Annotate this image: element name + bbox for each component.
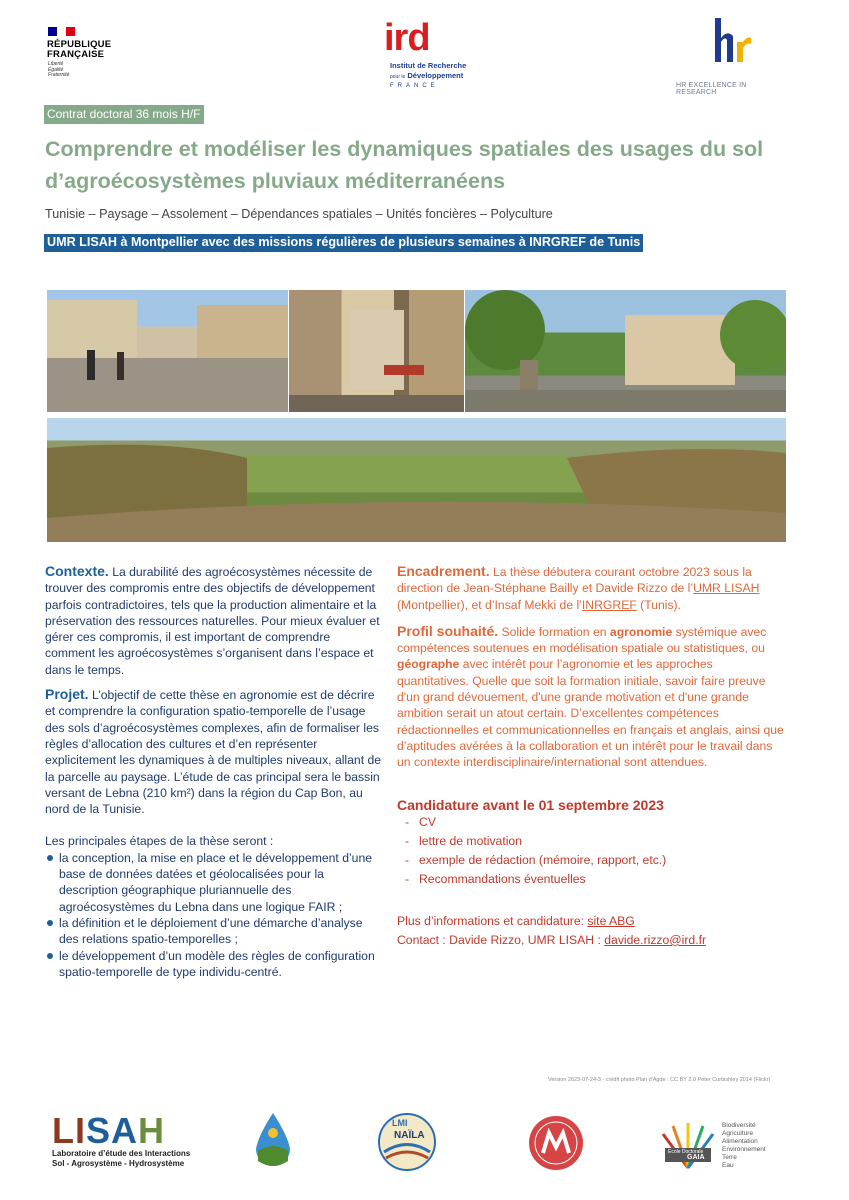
gaia-rays-icon <box>655 1120 721 1170</box>
supervision-paragraph: Encadrement. La thèse débutera courant octobre 2023 sous la direction de Jean-Stéphane Bailly et Davide Rizzo de l’UMR LISAH (Montpellier), et d’Insaf Mekki de l’INRGREF (Tunis). <box>397 563 760 612</box>
list-item: la définition et le déploiement d’une démarche d’analyse des relations spatio-temporelles ; <box>45 915 383 948</box>
profile-heading: Profil souhaité. <box>397 622 499 639</box>
university-montpellier-seal-icon <box>528 1115 584 1171</box>
application-deadline: Candidature avant le 01 septembre 2023 <box>397 796 664 813</box>
ed-gaia-logo: Ecole Doctorale GAIA Biodiversité Agriculture Alimentation Environnement Terre Eau <box>655 1120 775 1170</box>
rf-motto: Liberté Égalité Fraternité <box>48 61 70 78</box>
water-drop-logo-icon <box>248 1111 298 1173</box>
photo-credit: Version 2023-07-24-3 - crédit photo Plan d'Agde : CC BY 2.0 Peter Curbishley 2014 (Flickr) <box>548 1077 771 1083</box>
contact-block: Plus d’informations et candidature: site ABG Contact : Davide Rizzo, UMR LISAH : davide.rizzo@ird.fr <box>397 913 707 947</box>
photo-montpellier-street <box>289 290 464 412</box>
list-item: le développement d’un modèle des règles de configuration spatio-temporelle de type individu-centré. <box>45 948 383 981</box>
supervision-heading: Encadrement. <box>397 563 490 579</box>
application-documents-list <box>397 813 787 889</box>
french-flag-icon <box>48 27 75 36</box>
photo-garden-statue <box>465 290 786 412</box>
ird-mark: ird <box>384 17 430 59</box>
project-heading: Projet. <box>45 686 89 703</box>
lmi-naila-logo: LMI NAÏLA <box>372 1112 442 1172</box>
offer-title: Comprendre et modéliser les dynamiques spatiales des usages du sol d’agroécosystèmes pluviaux méditerranéens <box>45 137 764 193</box>
keywords: Tunisie – Paysage – Assolement – Dépendances spatiales – Unités foncières – Polyculture <box>45 207 553 221</box>
gaia-keywords: Biodiversité Agriculture Alimentation Environnement Terre Eau <box>722 1122 766 1169</box>
hr-logo-icon <box>711 16 751 66</box>
steps-intro: Les principales étapes de la thèse seront : <box>45 834 274 849</box>
ird-line1: Institut de Recherche <box>390 61 467 70</box>
lisah-mark: LISAH <box>52 1110 166 1151</box>
list-item: la conception, la mise en place et le développement d’une base de données datées et géolocalisées pour la description géographique pluriannuelle des agroécosystèmes du Lebna dans une logique FAIR ; <box>45 850 383 915</box>
ird-line2: pour le Développement <box>390 71 464 80</box>
project-text: L’objectif de cette thèse en agronomie est de décrire et comprendre la configuration spatio-temporelle de l’usage des sols d’agroécosystèmes complexes, afin de formaliser les règles d’allocation des cultures et d’en représenter explicitement les dynamiques à de multiples niveaux, allant de la parcelle au paysage. L’étude de cas principal sera le bassin versant de Lebna (210 km²) dans la région du Cap Bon, au nord de la Tunisie. <box>45 688 382 817</box>
photo-tunisian-landscape <box>47 418 786 542</box>
hr-caption: HR EXCELLENCE IN RESEARCH <box>676 82 747 96</box>
photo-montpellier-square <box>47 290 288 412</box>
list-item: - CV <box>405 814 436 829</box>
inrgref-link[interactable]: INRGREF <box>581 597 637 612</box>
location-banner: UMR LISAH à Montpellier avec des missions régulières de plusieurs semaines à INRGREF de Tunis <box>44 234 643 252</box>
umr-lisah-link[interactable]: UMR LISAH <box>693 581 760 596</box>
context-heading: Contexte. <box>45 563 109 579</box>
ird-logo <box>384 17 484 97</box>
ird-country: FRANCE <box>390 83 439 89</box>
rf-name: RÉPUBLIQUE FRANÇAISE <box>47 39 112 60</box>
abg-site-link[interactable]: site ABG <box>587 913 635 928</box>
hr-excellence-logo <box>676 16 786 96</box>
steps-list <box>45 850 383 980</box>
contact-email-link[interactable]: davide.rizzo@ird.fr <box>604 932 707 947</box>
lisah-logo: LISAH Laboratoire d’étude des Interactions Sol - Agrosystème - Hydrosystème <box>52 1113 212 1168</box>
context-text: La durabilité des agroécosystèmes nécessite de trouver des compromis entre des objectifs de développement parfois contradictoires, tels que la production alimentaire et la préservation des ressources naturelles. Pour mieux évaluer et gérer ces compromis, il est important de comprendre comment les agroécosystèmes s’organisent dans l’espace et dans le temps. <box>45 565 380 677</box>
left-column <box>45 563 383 980</box>
project-paragraph <box>45 686 383 817</box>
right-column <box>397 563 787 950</box>
list-item: - lettre de motivation <box>405 833 522 848</box>
profile-paragraph: Profil souhaité. Solide formation en agronomie systémique avec compétences soutenues en modélisation spatiale ou statistiques, ou géographe avec intérêt pour l’agronomie et les approches quantitatives. Quelle que soit la formation initiale, savoir faire preuve d'un grand dévouement, d'une grande motivation et d'une grande ambition serait un atout certain. D’excellentes compétences rédactionnelles et communicationnelles en français et anglais, ainsi que d’aptitudes avérées à la collaboration et un intérêt pour le travail dans un contexte interdisciplinaire/international sont attendues. <box>397 622 784 770</box>
list-item: - Recommandations éventuelles <box>405 871 586 886</box>
list-item: - exemple de rédaction (mémoire, rapport, etc.) <box>405 852 667 867</box>
context-paragraph <box>45 563 383 678</box>
contract-type-badge: Contrat doctoral 36 mois H/F <box>44 105 204 124</box>
